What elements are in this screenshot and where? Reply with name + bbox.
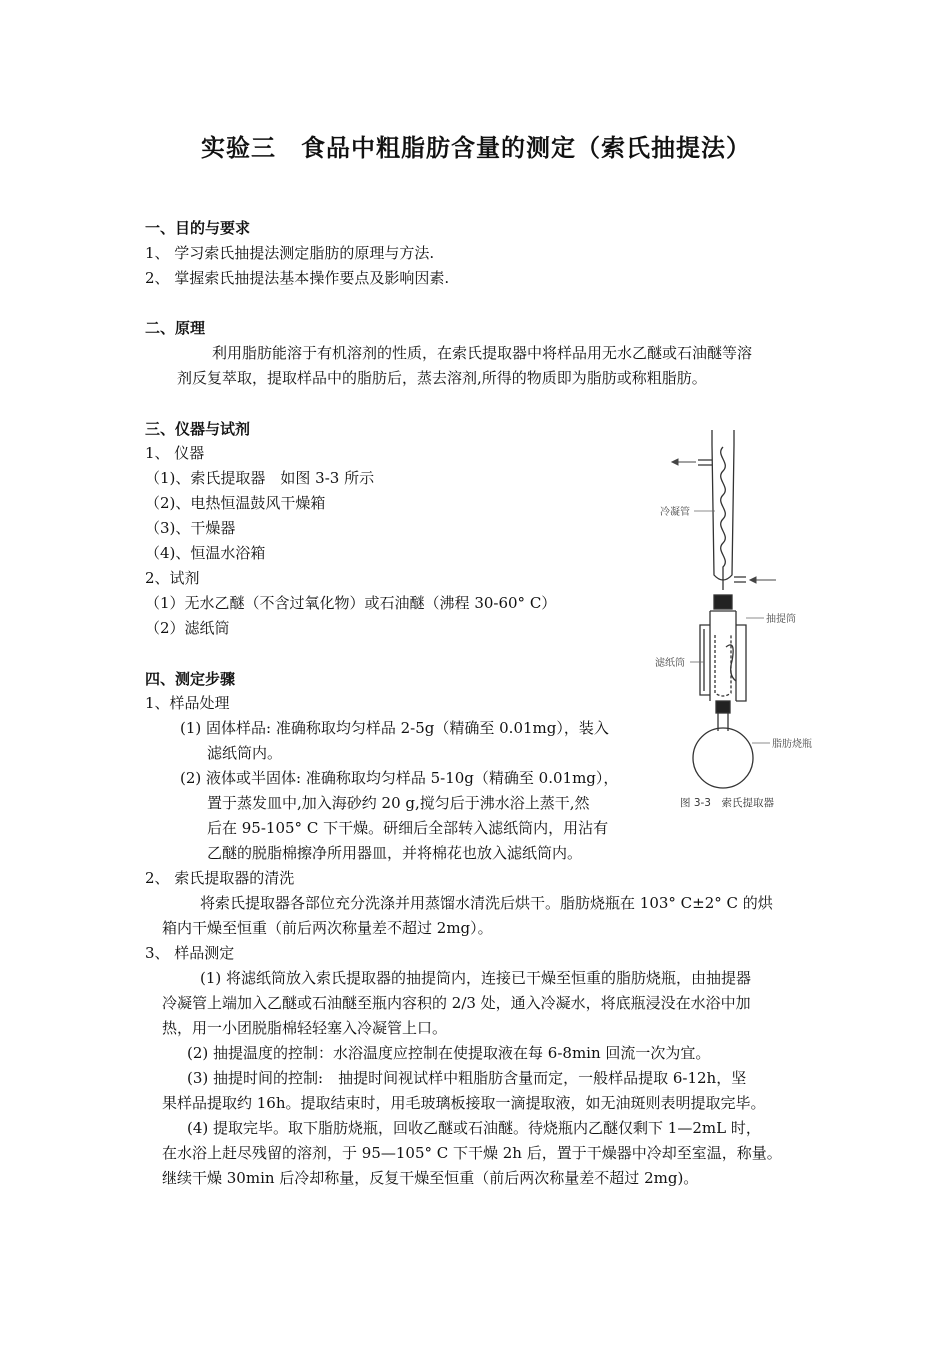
label-extraction-tube: 抽提筒 bbox=[766, 614, 796, 625]
label-thimble: 滤纸筒 bbox=[655, 658, 685, 669]
step-2-line-2: 箱内干燥至恒重（前后两次称量差不超过 2mg）。 bbox=[162, 919, 493, 937]
extraction-chamber bbox=[710, 611, 736, 701]
step-3-line-7: (4) 提取完毕。取下脂肪烧瓶，回收乙醚或石油醚。待烧瓶内乙醚仅剩下 1—2mL 时， bbox=[187, 1119, 761, 1137]
reagent-item-2: （2）滤纸筒 bbox=[145, 619, 230, 637]
section-4-heading: 四、测定步骤 bbox=[145, 670, 236, 688]
sec2-para-line-2: 剂反复萃取，提取样品中的脂肪后，蒸去溶剂,所得的物质即为脂肪或称粗脂肪。 bbox=[177, 369, 707, 387]
apparatus-drawing bbox=[693, 430, 753, 788]
label-condenser: 冷凝管 bbox=[660, 507, 690, 518]
instrument-item-3: （3)、干燥器 bbox=[145, 519, 236, 537]
section-2-heading: 二、原理 bbox=[145, 319, 206, 337]
step-3-line-8: 在水浴上赶尽残留的溶剂，于 95—105° C 下干燥 2h 后，置于干燥器中冷却至室温，称量。 bbox=[162, 1144, 782, 1162]
thimble-shape bbox=[715, 635, 731, 696]
soxhlet-extractor-figure bbox=[640, 425, 820, 815]
sec2-para-line-1: 利用脂肪能溶于有机溶剂的性质，在索氏提取器中将样品用无水乙醚或石油醚等溶 bbox=[212, 344, 753, 362]
step-1-line-6: 乙醚的脱脂棉擦净所用器皿，并将棉花也放入滤纸筒内。 bbox=[207, 844, 583, 862]
step-1-line-4: 置于蒸发皿中,加入海砂约 20 g,搅匀后于沸水浴上蒸干,然 bbox=[207, 794, 590, 812]
step-3-line-9: 继续干燥 30min 后冷却称量，反复干燥至恒重（前后两次称量差不超过 2mg)。 bbox=[162, 1169, 699, 1187]
step-1-line-3: (2) 液体或半固体: 准确称取均匀样品 5-10g（精确至 0.01mg）， bbox=[180, 769, 619, 787]
step-3-line-2: 冷凝管上端加入乙醚或石油醚至瓶内容积的 2/3 处，通入冷凝水，将底瓶浸没在水浴中加 bbox=[162, 994, 751, 1012]
label-fat-flask: 脂肪烧瓶 bbox=[772, 739, 812, 750]
reagent-item-1: （1）无水乙醚（不含过氧化物）或石油醚（沸程 30-60° C） bbox=[145, 594, 557, 612]
figure-caption: 图 3-3 索氏提取器 bbox=[680, 797, 774, 809]
step-1-line-1: (1) 固体样品: 准确称取均匀样品 2-5g（精确至 0.01mg），装入 bbox=[180, 719, 609, 737]
instrument-item-1: （1)、索氏提取器 如图 3-3 所示 bbox=[145, 469, 375, 487]
section-1-heading: 一、目的与要求 bbox=[145, 219, 251, 237]
step-3-line-6: 果样品提取约 16h。提取结束时，用毛玻璃板接取一滴提取液，如无油斑则表明提取完毕。 bbox=[162, 1094, 766, 1112]
page-title: 实验三 食品中粗脂肪含量的测定（索氏抽提法） bbox=[201, 134, 751, 162]
water-in-arrow bbox=[750, 577, 756, 583]
sec1-item-1: 1、 学习索氏抽提法测定脂肪的原理与方法. bbox=[145, 244, 435, 262]
step-2-label: 2、 索氏提取器的清洗 bbox=[145, 869, 295, 887]
step-3-line-3: 热，用一小团脱脂棉轻轻塞入冷凝管上口。 bbox=[162, 1019, 448, 1037]
condenser-jacket bbox=[712, 445, 734, 580]
section-3-heading: 三、仪器与试剂 bbox=[145, 420, 251, 438]
step-1-line-2: 滤纸筒内。 bbox=[207, 744, 283, 762]
instruments-label: 1、 仪器 bbox=[145, 444, 205, 462]
step-3-label: 3、 样品测定 bbox=[145, 944, 235, 962]
step-3-line-5: (3) 抽提时间的控制: 抽提时间视试样中粗脂肪含量而定，一般样品提取 6-12h，坚 bbox=[187, 1069, 747, 1087]
water-out-arrow bbox=[672, 459, 678, 465]
step-1-line-5: 后在 95-105° C 下干燥。研细后全部转入滤纸筒内，用沾有 bbox=[207, 819, 609, 837]
instrument-item-4: （4)、恒温水浴箱 bbox=[145, 544, 266, 562]
round-bottom-flask bbox=[693, 728, 753, 788]
step-1-label: 1、样品处理 bbox=[145, 694, 230, 712]
step-3-line-1: (1) 将滤纸筒放入索氏提取器的抽提筒内，连接已干燥至恒重的脂肪烧瓶，由抽提器 bbox=[200, 969, 752, 987]
ground-glass-joint bbox=[714, 595, 732, 609]
sec1-item-2: 2、 掌握索氏抽提法基本操作要点及影响因素. bbox=[145, 269, 450, 287]
instrument-item-2: （2)、电热恒温鼓风干燥箱 bbox=[145, 494, 326, 512]
step-2-line-1: 将索氏提取器各部位充分洗涤并用蒸馏水清洗后烘干。脂肪烧瓶在 103° C±2° C 的烘 bbox=[200, 894, 773, 912]
step-3-line-4: (2) 抽提温度的控制：水浴温度应控制在使提取液在每 6-8min 回流一次为宜。 bbox=[187, 1044, 711, 1062]
reagents-label: 2、试剂 bbox=[145, 569, 200, 587]
condenser-coil bbox=[721, 447, 726, 590]
